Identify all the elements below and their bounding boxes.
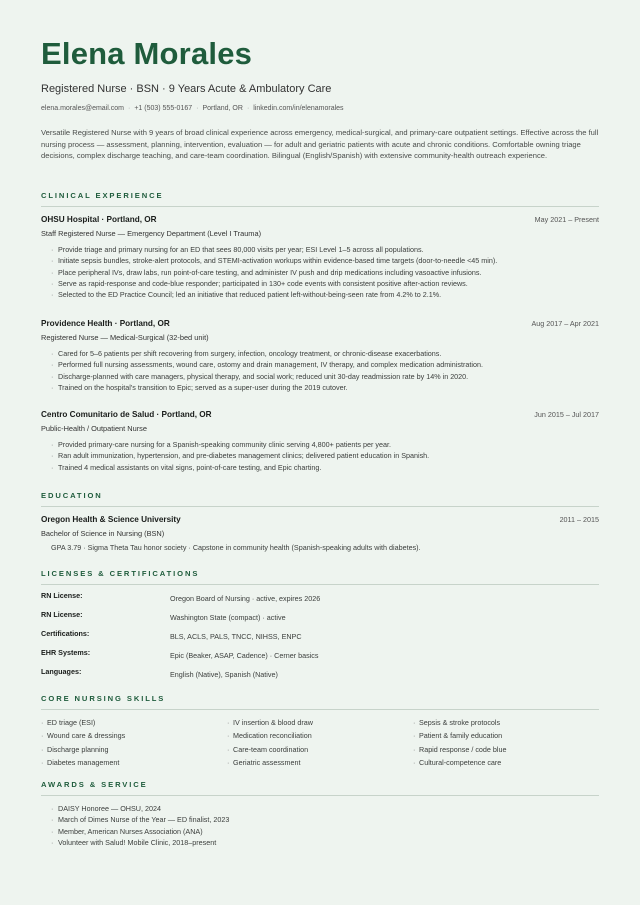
job-employer: Providence Health · Portland, OR bbox=[41, 319, 170, 328]
skill-item: · Rapid response / code blue bbox=[413, 743, 599, 756]
separator: · bbox=[246, 105, 250, 112]
skills-grid bbox=[41, 716, 599, 770]
bullet-item: · Provide triage and primary nursing for an ED that sees 80,000 visits per year; ESI Level 1–5 across all populations. bbox=[51, 244, 599, 255]
license-label: Languages: bbox=[41, 667, 82, 676]
job-entry-centro bbox=[41, 410, 599, 473]
section-title-awards: AWARDS & SERVICE bbox=[41, 780, 148, 789]
job-title: Public-Health / Outpatient Nurse bbox=[41, 424, 147, 433]
education-entry bbox=[41, 515, 599, 552]
license-label: EHR Systems: bbox=[41, 648, 91, 657]
award-item: · DAISY Honoree — OHSU, 2024 bbox=[51, 803, 599, 814]
award-item: · March of Dimes Nurse of the Year — ED finalist, 2023 bbox=[51, 814, 599, 825]
license-label: RN License: bbox=[41, 610, 83, 619]
skill-item: · Diabetes management bbox=[41, 756, 227, 769]
job-dates: Aug 2017 – Apr 2021 bbox=[531, 319, 599, 328]
job-title: Registered Nurse — Medical-Surgical (32-bed unit) bbox=[41, 333, 209, 342]
job-employer: OHSU Hospital · Portland, OR bbox=[41, 215, 157, 224]
bullet-item: · Provided primary-care nursing for a Spanish-speaking community clinic serving 4,800+ patients per year. bbox=[51, 439, 599, 450]
job-title: Staff Registered Nurse — Emergency Department (Level I Trauma) bbox=[41, 229, 262, 238]
skill-item: · Wound care & dressings bbox=[41, 729, 227, 742]
separator: · bbox=[196, 105, 199, 112]
section-title-experience: CLINICAL EXPERIENCE bbox=[41, 191, 164, 200]
job-entry-providence bbox=[41, 319, 599, 393]
bullet-item: · Trained 4 medical assistants on vital signs, point-of-care testing, and Epic charting. bbox=[51, 462, 599, 473]
education-detail: GPA 3.79 · Sigma Theta Tau honor society · Capstone in community health (Spanish-speaking adults with diabetes). bbox=[51, 543, 421, 552]
bullet-item: · Selected to the ED Practice Council; led an initiative that reduced patient left-without-being-seen rate from 4.2% to 2.1%. bbox=[51, 289, 599, 300]
degree: Bachelor of Science in Nursing (BSN) bbox=[41, 529, 165, 538]
candidate-name: Elena Morales bbox=[41, 36, 253, 71]
license-value: English (Native), Spanish (Native) bbox=[170, 670, 278, 679]
job-bullets bbox=[41, 348, 599, 393]
separator: · bbox=[127, 105, 131, 112]
skill-item: · Care-team coordination bbox=[227, 743, 413, 756]
award-item: · Member, American Nurses Association (ANA) bbox=[51, 826, 599, 837]
license-value: BLS, ACLS, PALS, TNCC, NIHSS, ENPC bbox=[170, 632, 302, 641]
school-name: Oregon Health & Science University bbox=[41, 515, 181, 524]
skill-item: · Sepsis & stroke protocols bbox=[413, 716, 599, 729]
license-label: RN License: bbox=[41, 591, 83, 600]
job-entry-ohsu bbox=[41, 215, 599, 300]
skill-item: · Patient & family education bbox=[413, 729, 599, 742]
skill-item: · Cultural-competence care bbox=[413, 756, 599, 769]
skill-item: · Medication reconciliation bbox=[227, 729, 413, 742]
job-bullets bbox=[41, 439, 599, 473]
bullet-item: · Ran adult immunization, hypertension, and pre-diabetes management clinics; delivered patient education in Spanish. bbox=[51, 450, 599, 461]
linkedin-link[interactable]: linkedin.com/in/elenamorales bbox=[253, 105, 344, 112]
awards-list-wrap bbox=[41, 803, 599, 848]
professional-summary: Versatile Registered Nurse with 9 years of broad clinical experience across emergency, medical-surgical, and primary-care outpatient settings. Effective across the full nursing process — assessment, planning, intervention, evaluation — for adult and geriatric patients with acute and chronic conditions. Comfortable owning triage decisions, complex discharge teaching, and care-team coordination. Bilingual (English/Spanish) with extensive community-health outreach experience. bbox=[41, 128, 599, 161]
location: Portland, OR bbox=[202, 105, 243, 112]
contact-line bbox=[41, 105, 344, 112]
education-dates: 2011 – 2015 bbox=[559, 515, 599, 524]
email-link[interactable]: elena.morales@email.com bbox=[41, 105, 124, 112]
bullet-item: · Discharge-planned with care managers, physical therapy, and social work; reduced unit 30-day readmission rate by 14% in 2020. bbox=[51, 371, 599, 382]
license-value: Epic (Beaker, ASAP, Cadence) · Cerner basics bbox=[170, 651, 319, 660]
skill-item: · ED triage (ESI) bbox=[41, 716, 227, 729]
bullet-item: · Place peripheral IVs, draw labs, run point-of-care testing, and administer IV push and drip medications including vasoactive infusions. bbox=[51, 267, 599, 278]
bullet-item: · Cared for 5–6 patients per shift recovering from surgery, infection, oncology treatment, or chronic-disease exacerbations. bbox=[51, 348, 599, 359]
bullet-item: · Trained on the hospital's transition to Epic; served as a super-user during the 2019 cutover. bbox=[51, 382, 599, 393]
license-label: Certifications: bbox=[41, 629, 90, 638]
job-dates: Jun 2015 – Jul 2017 bbox=[534, 410, 599, 419]
license-value: Oregon Board of Nursing · active, expires 2026 bbox=[170, 594, 321, 603]
bullet-item: · Initiate sepsis bundles, stroke-alert protocols, and STEMI-activation workups within evidence-based time targets (door-to-needle <45 min). bbox=[51, 255, 599, 266]
section-divider bbox=[41, 709, 599, 710]
skill-item: · Discharge planning bbox=[41, 743, 227, 756]
section-divider bbox=[41, 506, 599, 507]
phone-number: +1 (503) 555-0167 bbox=[134, 105, 193, 112]
section-divider bbox=[41, 584, 599, 585]
section-title-skills: CORE NURSING SKILLS bbox=[41, 694, 166, 703]
skill-item: · IV insertion & blood draw bbox=[227, 716, 413, 729]
section-divider bbox=[41, 206, 599, 207]
job-dates: May 2021 – Present bbox=[534, 215, 599, 224]
headline: Registered Nurse · BSN · 9 Years Acute & Ambulatory Care bbox=[41, 83, 332, 95]
award-item: · Volunteer with Salud! Mobile Clinic, 2018–present bbox=[51, 837, 599, 848]
section-title-education: EDUCATION bbox=[41, 491, 103, 500]
license-value: Washington State (compact) · active bbox=[170, 613, 286, 622]
bullet-item: · Performed full nursing assessments, wound care, ostomy and drain management, IV therapy, and complex medication administration. bbox=[51, 359, 599, 370]
skill-item: · Geriatric assessment bbox=[227, 756, 413, 769]
section-divider bbox=[41, 795, 599, 796]
job-employer: Centro Comunitario de Salud · Portland, OR bbox=[41, 410, 212, 419]
awards-list bbox=[41, 803, 599, 848]
section-title-licenses: LICENSES & CERTIFICATIONS bbox=[41, 569, 200, 578]
job-bullets bbox=[41, 244, 599, 300]
bullet-item: · Serve as rapid-response and code-blue responder; participated in 130+ code events with consistent positive after-action reviews. bbox=[51, 278, 599, 289]
